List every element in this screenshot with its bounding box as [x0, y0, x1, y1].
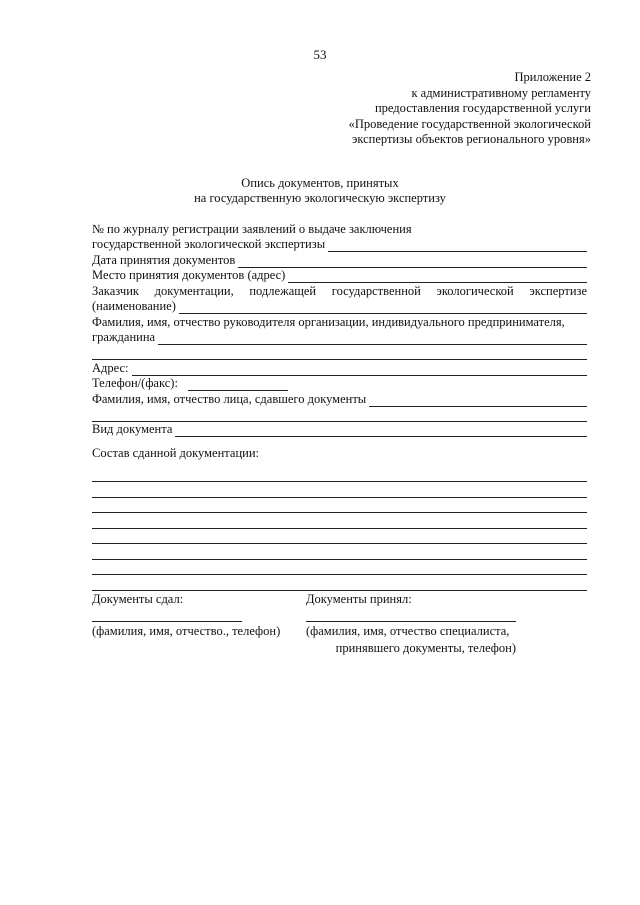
- composition-line[interactable]: [92, 544, 587, 560]
- submitter-row: [92, 391, 587, 407]
- page-number: 53: [313, 47, 327, 62]
- head-label-line-2: гражданина: [92, 330, 156, 344]
- head-label-line-1: Фамилия, имя, отчество руководителя организации, индивидуального предпринимателя,: [92, 314, 565, 329]
- handed-over-caption: (фамилия, имя, отчество., телефон): [92, 624, 281, 638]
- journal-label-line-2: государственной экологической экспертизы: [92, 237, 326, 251]
- place-row: [92, 268, 587, 284]
- inventory-form: [92, 221, 587, 591]
- composition-line[interactable]: [92, 482, 587, 498]
- head-row: [92, 314, 587, 330]
- appendix-line-1: Приложение 2: [514, 70, 591, 84]
- customer-name-field[interactable]: [179, 302, 587, 314]
- date-row: [92, 252, 587, 268]
- appendix-header: [349, 70, 591, 148]
- address-row: [92, 360, 587, 376]
- accepted-label: Документы принял:: [306, 592, 412, 606]
- composition-line[interactable]: [92, 529, 587, 545]
- spacer: [92, 437, 587, 445]
- journal-label-line-1: № по журналу регистрации заявлений о выдаче заключения: [92, 221, 412, 236]
- address-label: Адрес:: [92, 360, 129, 375]
- composition-line[interactable]: [92, 513, 587, 529]
- submitter-field[interactable]: [369, 395, 587, 407]
- journal-number-row: [92, 221, 587, 237]
- customer-word-3: подлежащей: [249, 283, 317, 298]
- place-label: Место принятия документов (адрес): [92, 268, 286, 282]
- journal-number-row-2: [92, 237, 587, 253]
- phone-row: [92, 376, 587, 392]
- handed-over-signature: [92, 592, 281, 639]
- appendix-line-4: «Проведение государственной экологической: [348, 116, 591, 131]
- customer-word-5: экологической: [436, 283, 514, 298]
- accepted-caption-line-2: принявшего документы, телефон): [335, 641, 516, 655]
- accepted-signature: [306, 592, 516, 656]
- composition-line[interactable]: [92, 498, 587, 514]
- customer-word-1: Заказчик: [92, 283, 139, 298]
- accepted-caption-line-1: (фамилия, имя, отчество специалиста,: [306, 624, 510, 638]
- head-name-field[interactable]: [158, 333, 587, 345]
- doc-type-row: [92, 422, 587, 438]
- date-field[interactable]: [238, 256, 587, 268]
- handed-over-signature-line[interactable]: [92, 607, 242, 622]
- journal-number-field[interactable]: [328, 240, 587, 252]
- phone-label: Телефон/(факс):: [92, 376, 178, 390]
- customer-word-4: государственной: [331, 283, 421, 298]
- customer-name-label: (наименование): [92, 299, 176, 313]
- phone-field[interactable]: [188, 379, 288, 391]
- composition-line[interactable]: [92, 575, 587, 591]
- customer-word-2: документации,: [154, 283, 234, 298]
- submitter-label: Фамилия, имя, отчество лица, сдавшего документы: [92, 391, 367, 406]
- place-field[interactable]: [288, 271, 587, 283]
- appendix-line-2: к административному регламенту: [411, 85, 591, 100]
- customer-row: [92, 283, 587, 299]
- document-title: [0, 176, 640, 206]
- composition-line[interactable]: [92, 467, 587, 483]
- head-name-continuation-line[interactable]: [92, 345, 587, 360]
- date-label: Дата принятия документов: [92, 252, 236, 267]
- accepted-signature-line[interactable]: [306, 607, 516, 622]
- handed-over-label: Документы сдал:: [92, 592, 184, 606]
- appendix-line-5: экспертизы объектов регионального уровня»: [351, 132, 591, 146]
- customer-word-6: экспертизе: [529, 283, 587, 298]
- head-row-2: [92, 330, 587, 346]
- doc-type-field[interactable]: [175, 425, 587, 437]
- composition-label: Состав сданной документации:: [92, 445, 259, 460]
- submitter-continuation-line[interactable]: [92, 407, 587, 422]
- title-line-1: Опись документов, принятых: [241, 176, 399, 190]
- composition-row: [92, 445, 587, 461]
- customer-name-row: [92, 299, 587, 315]
- doc-type-label: Вид документа: [92, 422, 173, 436]
- appendix-line-3: предоставления государственной услуги: [374, 101, 591, 115]
- title-line-2: на государственную экологическую экспертизу: [194, 191, 446, 205]
- address-field[interactable]: [132, 364, 587, 376]
- composition-line[interactable]: [92, 560, 587, 576]
- composition-lines: [92, 467, 587, 591]
